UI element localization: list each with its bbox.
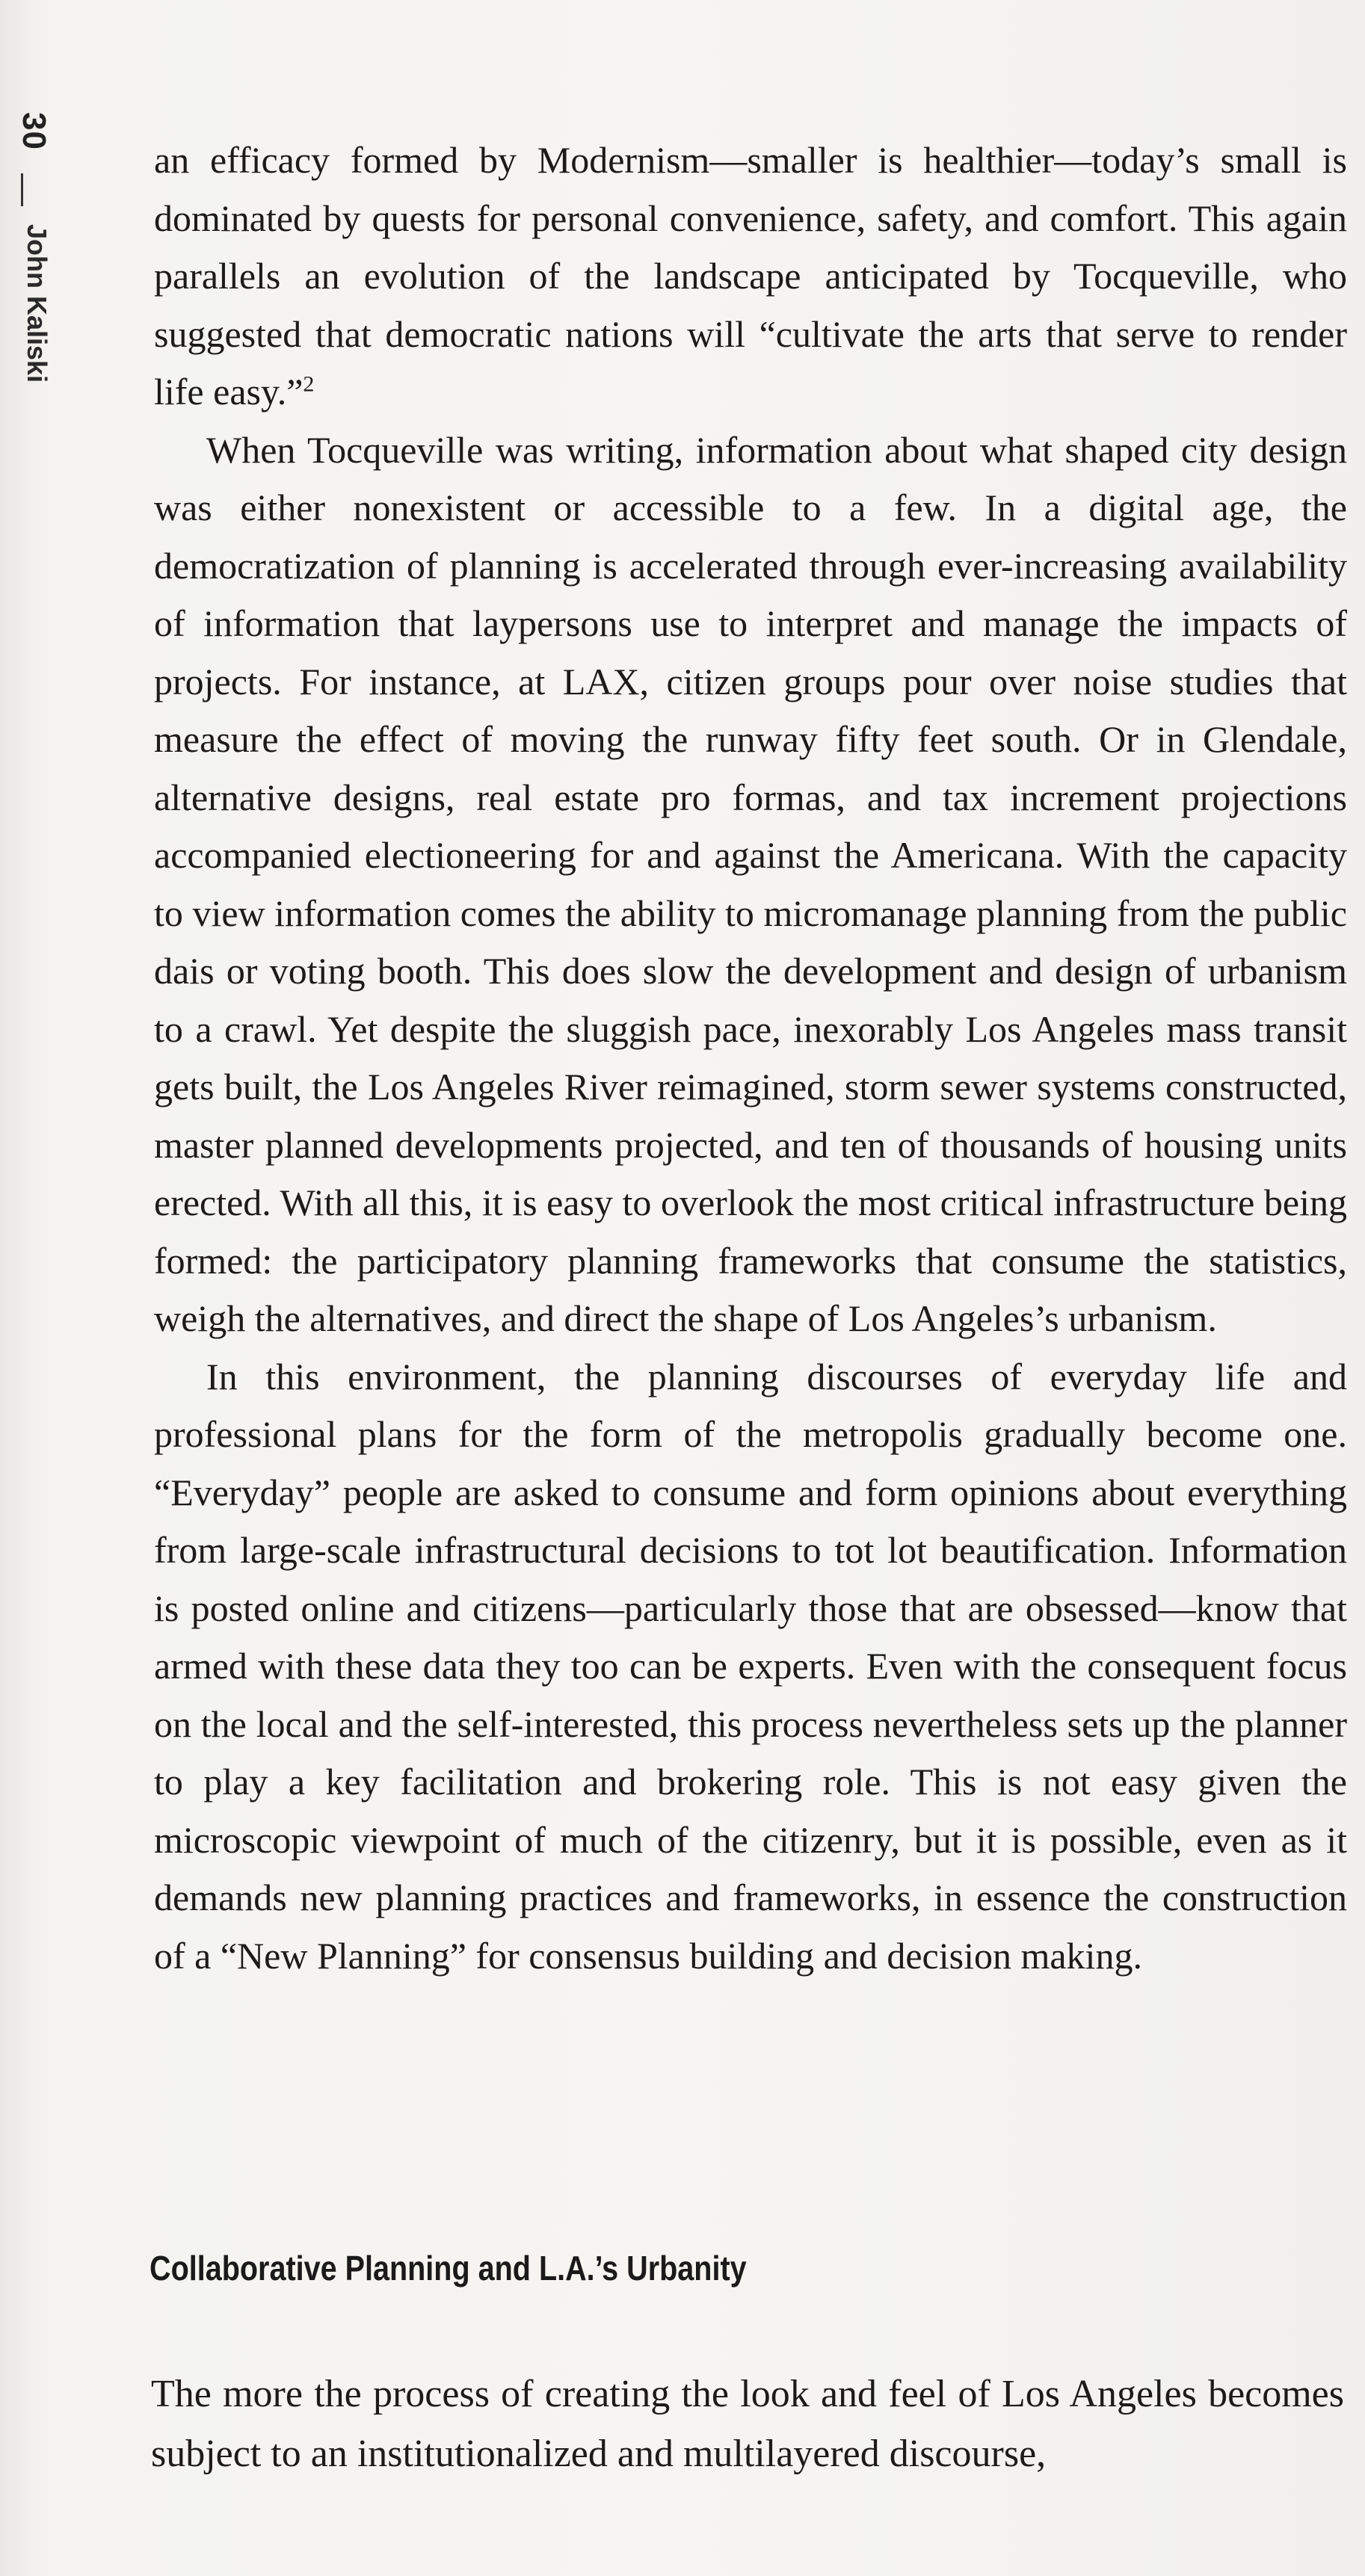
paragraph-1 [154, 132, 1347, 421]
running-head-author: John Kaliski [22, 224, 52, 383]
section-heading: Collaborative Planning and L.A.’s Urbanity [150, 2249, 747, 2288]
footnote-marker: 2 [303, 371, 315, 397]
paragraph-1-text: an efficacy formed by Modernism—smaller is healthier—today’s small is dominated by quests for personal convenience, safety, and comfort. This again parallels an evolution of the landscape anticipated by Tocqueville, who suggested that democratic nations will “cultivate the arts that serve to render life easy.” [154, 139, 1347, 413]
running-head [0, 112, 90, 531]
section-paragraph: The more the process of creating the look and feel of Los Angeles becomes subject to an institutionalized and multilayered discourse, [151, 2373, 1344, 2475]
paragraph-3: In this environment, the planning discourses of everyday life and professional plans for the form of the metropolis gradually become one. “Everyday” people are asked to consume and form opinions about everything from large-scale infrastructural decisions to tot lot beautification. Information is posted online and citizens—particularly those that are obsessed—know that armed with these data they too can be experts. Even with the consequent focus on the local and the self-interested, this process nevertheless sets up the planner to play a key facilitation and brokering role. This is not easy given the microscopic viewpoint of much of the citizenry, but it is possible, even as it demands new planning practices and frameworks, in essence the construction of a “New Planning” for consensus building and decision making. [154, 1355, 1347, 1977]
page-number: 30 [16, 112, 52, 150]
running-head-divider [21, 173, 23, 206]
body-text [154, 132, 1347, 1985]
paragraph-2: When Tocqueville was writing, information about what shaped city design was either nonexistent or accessible to a few. In a digital age, the democratization of planning is accelerated through ever-increasing availability of information that laypersons use to interpret and manage the impacts of projects. For instance, at LAX, citizen groups pour over noise studies that measure the effect of moving the runway fifty feet south. Or in Glendale, alternative designs, real estate pro formas, and tax increment projections accompanied electioneering for and against the Americana. With the capacity to view information comes the ability to micromanage planning from the public dais or voting booth. This does slow the development and design of urbanism to a crawl. Yet despite the sluggish pace, inexorably Los Angeles mass transit gets built, the Los Angeles River reimagined, storm sewer systems constructed, master planned developments projected, and ten of thousands of housing units erected. With all this, it is easy to overlook the most critical infrastructure being formed: the participatory planning frameworks that consume the statistics, weigh the alternatives, and direct the shape of Los Angeles’s urbanism. [154, 428, 1347, 1339]
